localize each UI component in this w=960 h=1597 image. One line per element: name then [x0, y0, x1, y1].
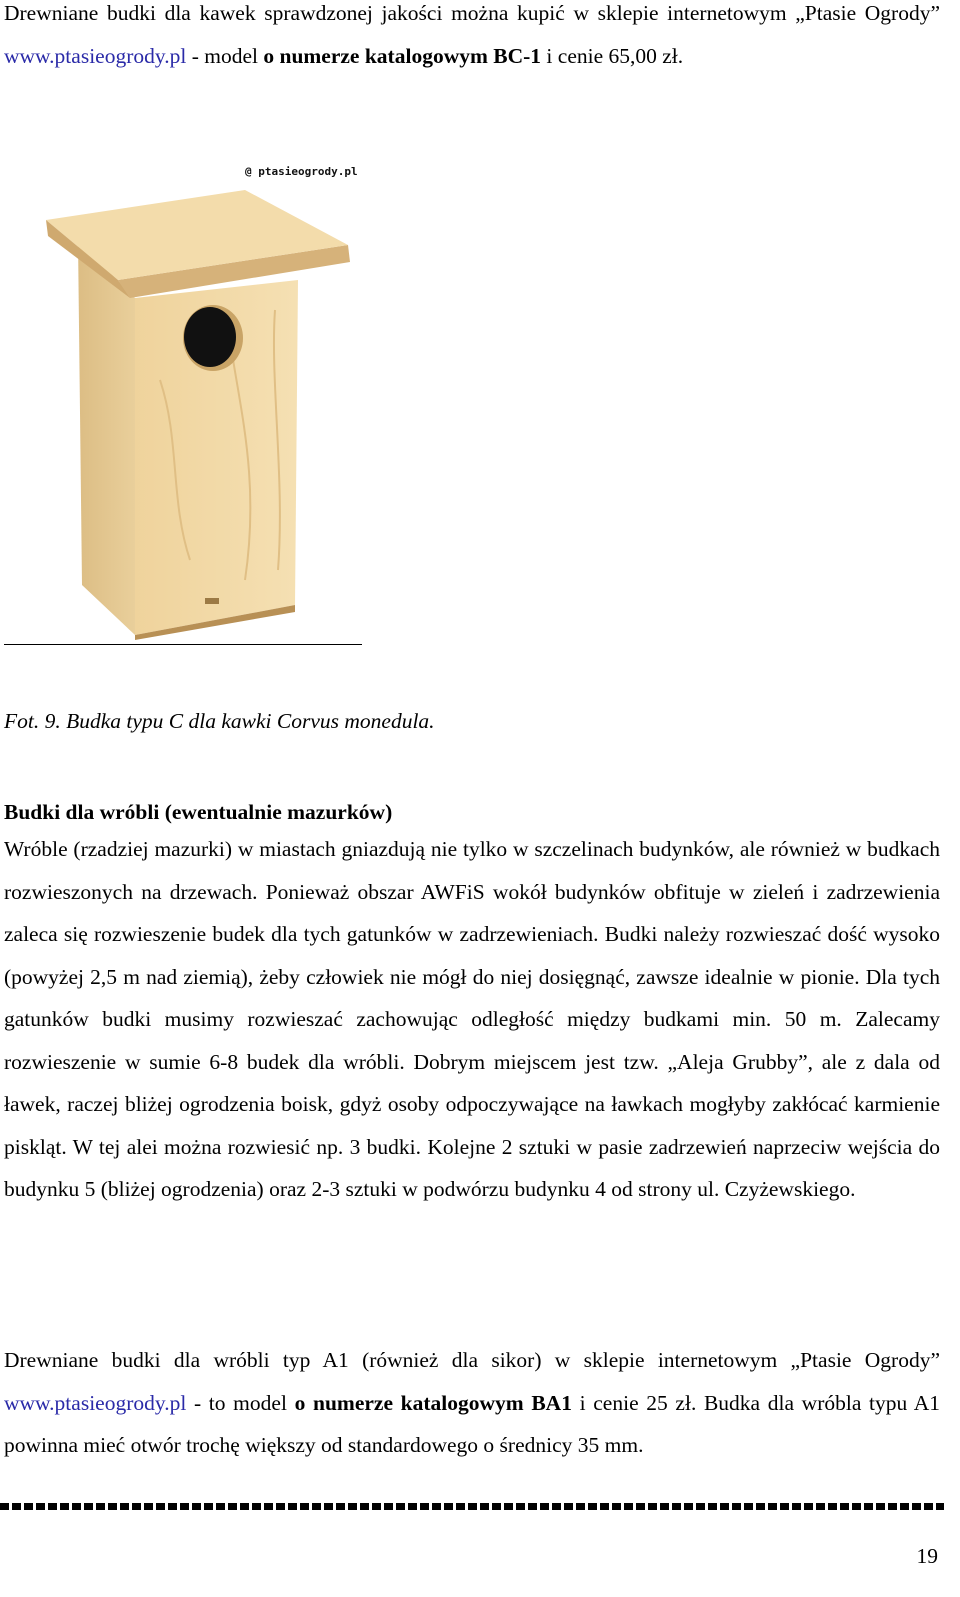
intro-catalog-number: o numerze katalogowym BC-1	[263, 43, 542, 68]
intro-text-1: Drewniane budki dla kawek sprawdzonej jakości można kupić w sklepie internetowym „Ptasie Ogrody”	[4, 1, 940, 25]
outro-text-1: Drewniane budki dla wróbli typ A1 (również dla sikor) w sklepie internetowym „Ptasie Ogrody”	[4, 1348, 940, 1372]
birdhouse-photo	[30, 180, 375, 640]
intro-text-2: - model	[186, 43, 264, 68]
birdhouse-side-panel	[78, 240, 135, 635]
section-body: Wróble (rzadziej mazurki) w miastach gniazdują nie tylko w szczelinach budynków, ale również w budkach rozwieszonych na drzewach. Ponieważ obszar AWFiS wokół budynków obfituje w zieleń i zadrzewienia zaleca się rozwieszenie budek dla tych gatunków w zadrzewieniach. Budki należy rozwieszać dość wysoko (powyżej 2,5 m nad ziemią), żeby człowiek nie mógł do niej dosięgnąć, zawsze idealnie w pionie. Dla tych gatunków budki musimy rozwieszać zachowując odległość między budkami min. 50 m. Zalecamy rozwieszenie w sumie 6-8 budek dla wróbli. Dobrym miejscem jest tzw. „Aleja Grubby”, ale z dala od ławek, raczej bliżej ogrodzenia boisk, gdyż osoby odpoczywające na ławkach mogłyby zakłócać karmienie piskląt. W tej alei można rozwiesić np. 3 budki. Kolejne 2 sztuki w pasie zadrzewień naprzeciw wejścia do budynku 5 (bliżej ogrodzenia) oraz 2-3 sztuki w podwórzu budynku 4 od strony ul. Czyżewskiego.	[4, 837, 940, 1201]
outro-text-2: - to model	[186, 1390, 295, 1415]
photo-caption: Fot. 9. Budka typu C dla kawki Corvus monedula.	[4, 709, 435, 733]
outro-paragraph	[4, 1339, 940, 1467]
section-heading: Budki dla wróbli (ewentualnie mazurków)	[4, 800, 393, 824]
entrance-hole	[184, 307, 236, 367]
intro-text-3: i cenie 65,00 zł.	[541, 43, 684, 68]
photo-watermark: @ ptasieogrody.pl	[245, 165, 358, 178]
intro-paragraph	[4, 0, 940, 77]
shop-link-2[interactable]: www.ptasieogrody.pl	[4, 1390, 187, 1415]
page-footer-rule	[0, 1503, 944, 1510]
outro-catalog-number: o numerze katalogowym BA1	[294, 1390, 572, 1415]
page-number: 19	[916, 1544, 938, 1568]
shop-link[interactable]: www.ptasieogrody.pl	[4, 43, 187, 68]
bottom-nail	[205, 598, 219, 604]
outro-text-3: i cenie 25 zł. Budka dla wróbla typu A1 powinna mieć otwór trochę większy od standardowego o średnicy 35 mm.	[4, 1390, 941, 1457]
footnote-rule	[4, 644, 362, 645]
